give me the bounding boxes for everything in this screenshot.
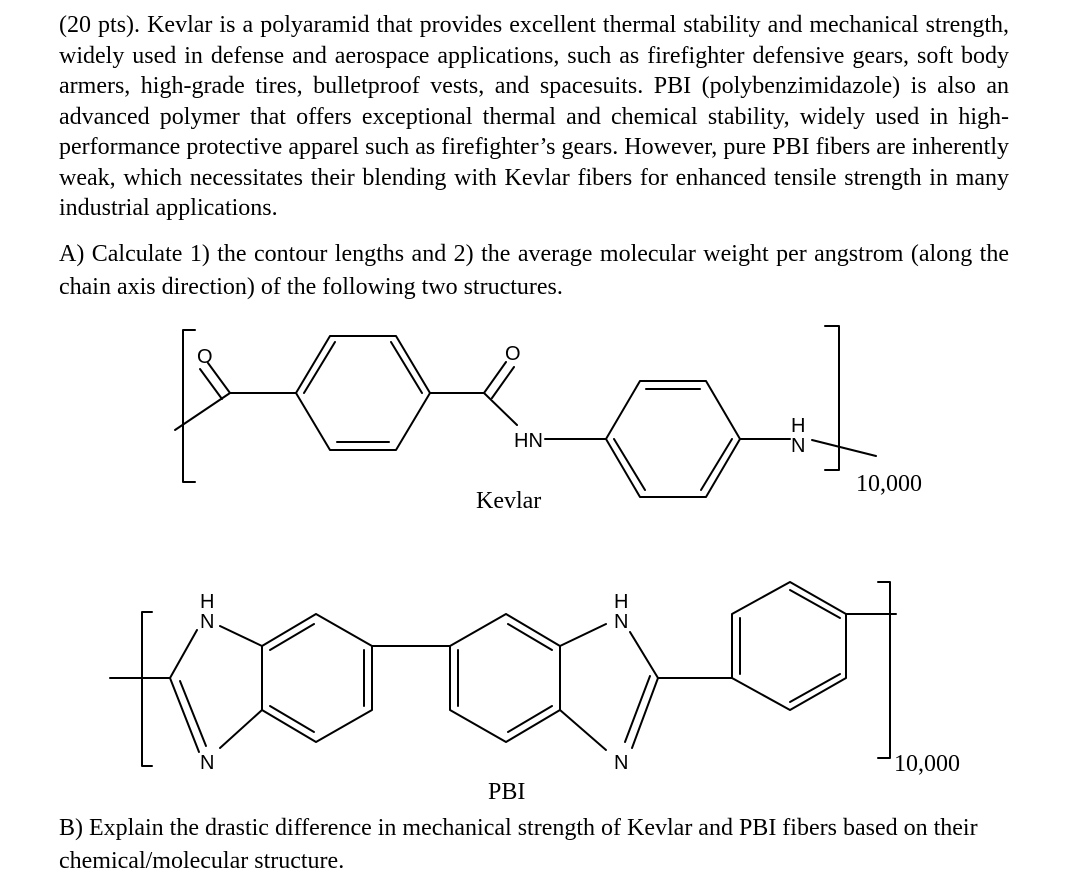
pbi-imidazole1-n: N [200, 752, 215, 774]
question-part-b: B) Explain the drastic difference in mechanical strength of Kevlar and PBI fibers based on their chemical/molecular structure. [59, 815, 978, 874]
kevlar-label: Kevlar [476, 488, 542, 514]
kevlar-repeat-count: 10,000 [856, 471, 922, 497]
question-part-a: A) Calculate 1) the contour lengths and 2) the average molecular weight per angstrom (along the chain axis direction) of the following two structures. [59, 241, 1009, 300]
pbi-imidazole2-h: H [614, 591, 629, 613]
kevlar-amide-h: H [791, 415, 806, 437]
pbi-imidazole1-nh: N [200, 611, 215, 633]
pbi-left-bracket [142, 612, 152, 766]
pbi-benzene-ring-c [732, 582, 846, 710]
pbi-repeat-count: 10,000 [894, 751, 960, 777]
pbi-imidazole2-n: N [614, 752, 629, 774]
kevlar-amide-n: N [791, 435, 806, 457]
pbi-benzene-ring-a [262, 614, 372, 742]
kevlar-oxygen-1: O [197, 346, 213, 368]
kevlar-amide-hn: HN [514, 430, 543, 452]
kevlar-oxygen-2: O [505, 343, 521, 365]
pbi-imidazole2-nh: N [614, 611, 629, 633]
pbi-label: PBI [488, 779, 526, 805]
question-intro: (20 pts). Kevlar is a polyaramid that provides excellent thermal stability and mechanical strength, widely used in defense and aerospace applications, such as firefighter defensive gears, soft body armers, high-grade tires, bulletproof vests, and spacesuits. PBI (polybenzimidazole) is also an advanced polymer that offers exceptional thermal and chemical stability, widely used in high-performance protective apparel such as firefighter’s gears. However, pure PBI fibers are inherently weak, which necessitates their blending with Kevlar fibers for enhanced tensile strength in many industrial applications. [59, 12, 1009, 221]
pbi-benzene-ring-b [450, 614, 560, 742]
pbi-imidazole1-h: H [200, 591, 215, 613]
pbi-right-bracket [878, 582, 890, 758]
